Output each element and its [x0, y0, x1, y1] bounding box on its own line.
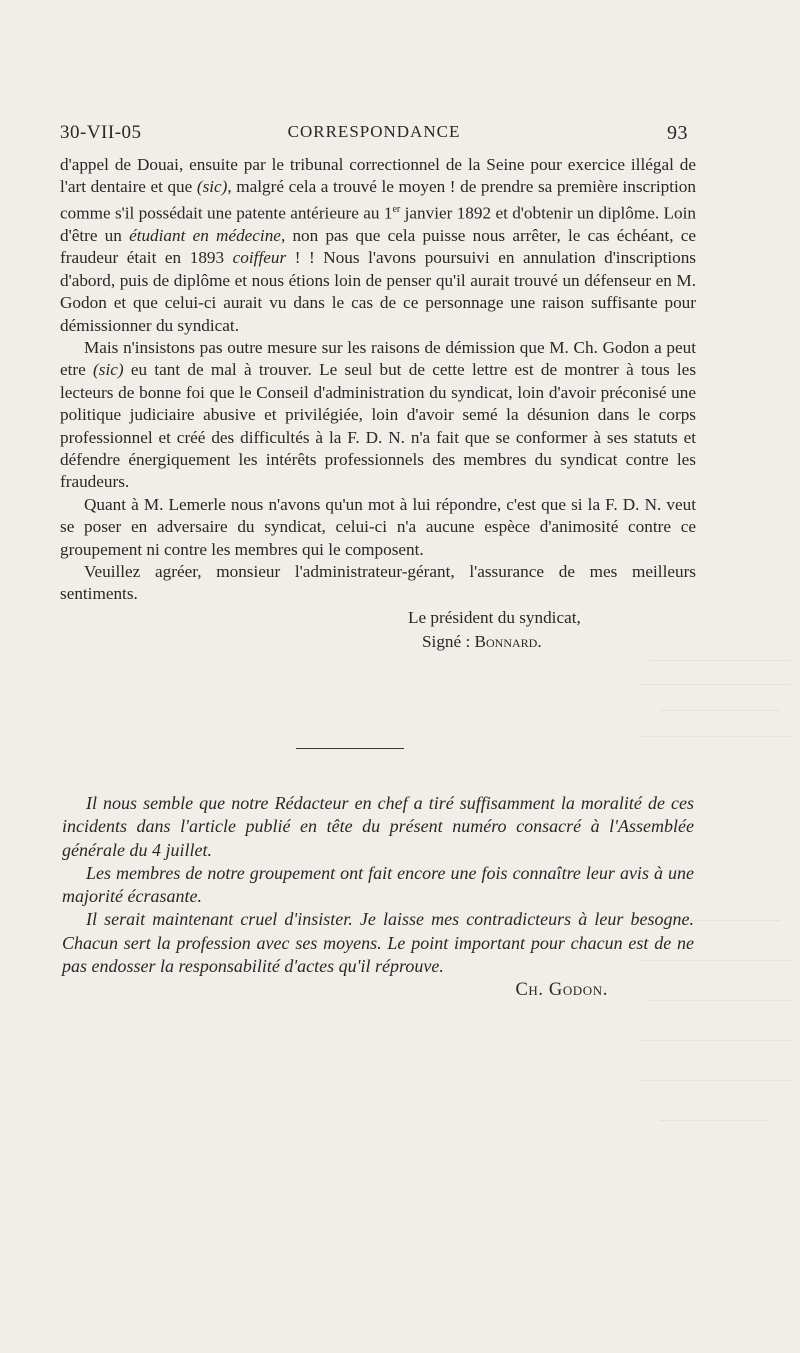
italic-word: coiffeur: [232, 248, 287, 268]
text-run: , non pas que cela puisse nous arrêter, le cas échéant, ce fraudeur était en 1893: [60, 225, 696, 268]
sic-italic: (sic): [93, 360, 124, 380]
superscript: er: [392, 203, 401, 215]
header-date: 30-VII-05: [60, 122, 142, 143]
letter-body: [60, 154, 696, 654]
signature-name: Bonnard.: [474, 631, 542, 651]
text-run: , malgré cela a trouvé le moyen ! de prendre sa première inscription comme s'il possédait une patente antérieure au 1: [60, 177, 696, 223]
running-header: [60, 122, 688, 148]
text-run: eu tant de mal à trouver. Le seul but de cette lettre est de montrer à tous les lecteurs de bonne foi que le Conseil d'administration du syndicat, loin d'avoir préconisé une politique judiciaire abusive et privilégiée, loin d'avoir semé la désunion dans le corps professionnel et créé des difficultés à la F. D. N. n'a fait que se conformer à ses statuts et défendre énergiquement les intérêts professionnels des membres du syndicat contre les fraudeurs.: [60, 360, 697, 492]
separator-rule: [296, 748, 404, 749]
text-run: d'appel de Douai, ensuite par le tribunal correctionnel de la Seine pour exercice illégal de l'art dentaire et que: [60, 155, 696, 197]
text-run: Mais n'insistons pas outre mesure sur les raisons de démission que M. Ch. Godon a peut etre: [60, 337, 696, 380]
sic-italic: (sic): [196, 177, 228, 197]
letter-paragraph-2: [60, 337, 696, 494]
signature-line: [60, 630, 696, 654]
header-title: CORRESPONDANCE: [287, 122, 461, 141]
editorial-paragraph-3: Il serait maintenant cruel d'insister. Je laisse mes contradicteurs à leur besogne. Chacun sert la profession avec ses moyens. Le point important pour chacun est de ne pas endosser la responsabilité d'actes qu'il réprouve.: [62, 909, 694, 977]
letter-paragraph-3: Quant à M. Lemerle nous n'avons qu'un mot à lui répondre, c'est que si la F. D. N. veut se poser en adversaire du syndicat, celui-ci n'a aucune espèce d'animosité contre ce groupement ni contre les membres qui le composent.: [60, 494, 696, 559]
editorial-paragraph-1: Il nous semble que notre Rédacteur en chef a tiré suffisamment la moralité de ces incidents dans l'article publié en tête du présent numéro consacré à l'Assemblée générale du 4 juillet.: [62, 793, 694, 860]
letter-paragraph-4: Veuillez agréer, monsieur l'administrateur-gérant, l'assurance de mes meilleurs sentiments.: [60, 562, 696, 604]
italic-phrase: étudiant en médecine: [129, 225, 281, 245]
text-run: janvier 1892 et d'obtenir un diplôme. Loin d'être un: [60, 203, 696, 245]
text-run: ! ! Nous l'avons poursuivi en annulation d'inscriptions d'abord, puis de diplôme et nous étions loin de penser qu'il aurait trouvé un défenseur en M. Godon et que celui-ci aurait vu dans le cas de ce personnage une raison suffisante pour démissionner du syndicat.: [60, 248, 697, 335]
signature-title: Le président du syndicat,: [408, 607, 581, 627]
editorial-signoff: Ch. Godon.: [515, 980, 608, 1001]
page-number: 93: [667, 122, 688, 144]
editorial-note: [62, 792, 694, 1003]
letter-paragraph-1: [60, 154, 696, 337]
signature-prefix: Signé :: [422, 631, 475, 651]
editorial-paragraph-2: Les membres de notre groupement ont fait encore une fois connaître leur avis à une majorité écrasante.: [62, 862, 694, 907]
